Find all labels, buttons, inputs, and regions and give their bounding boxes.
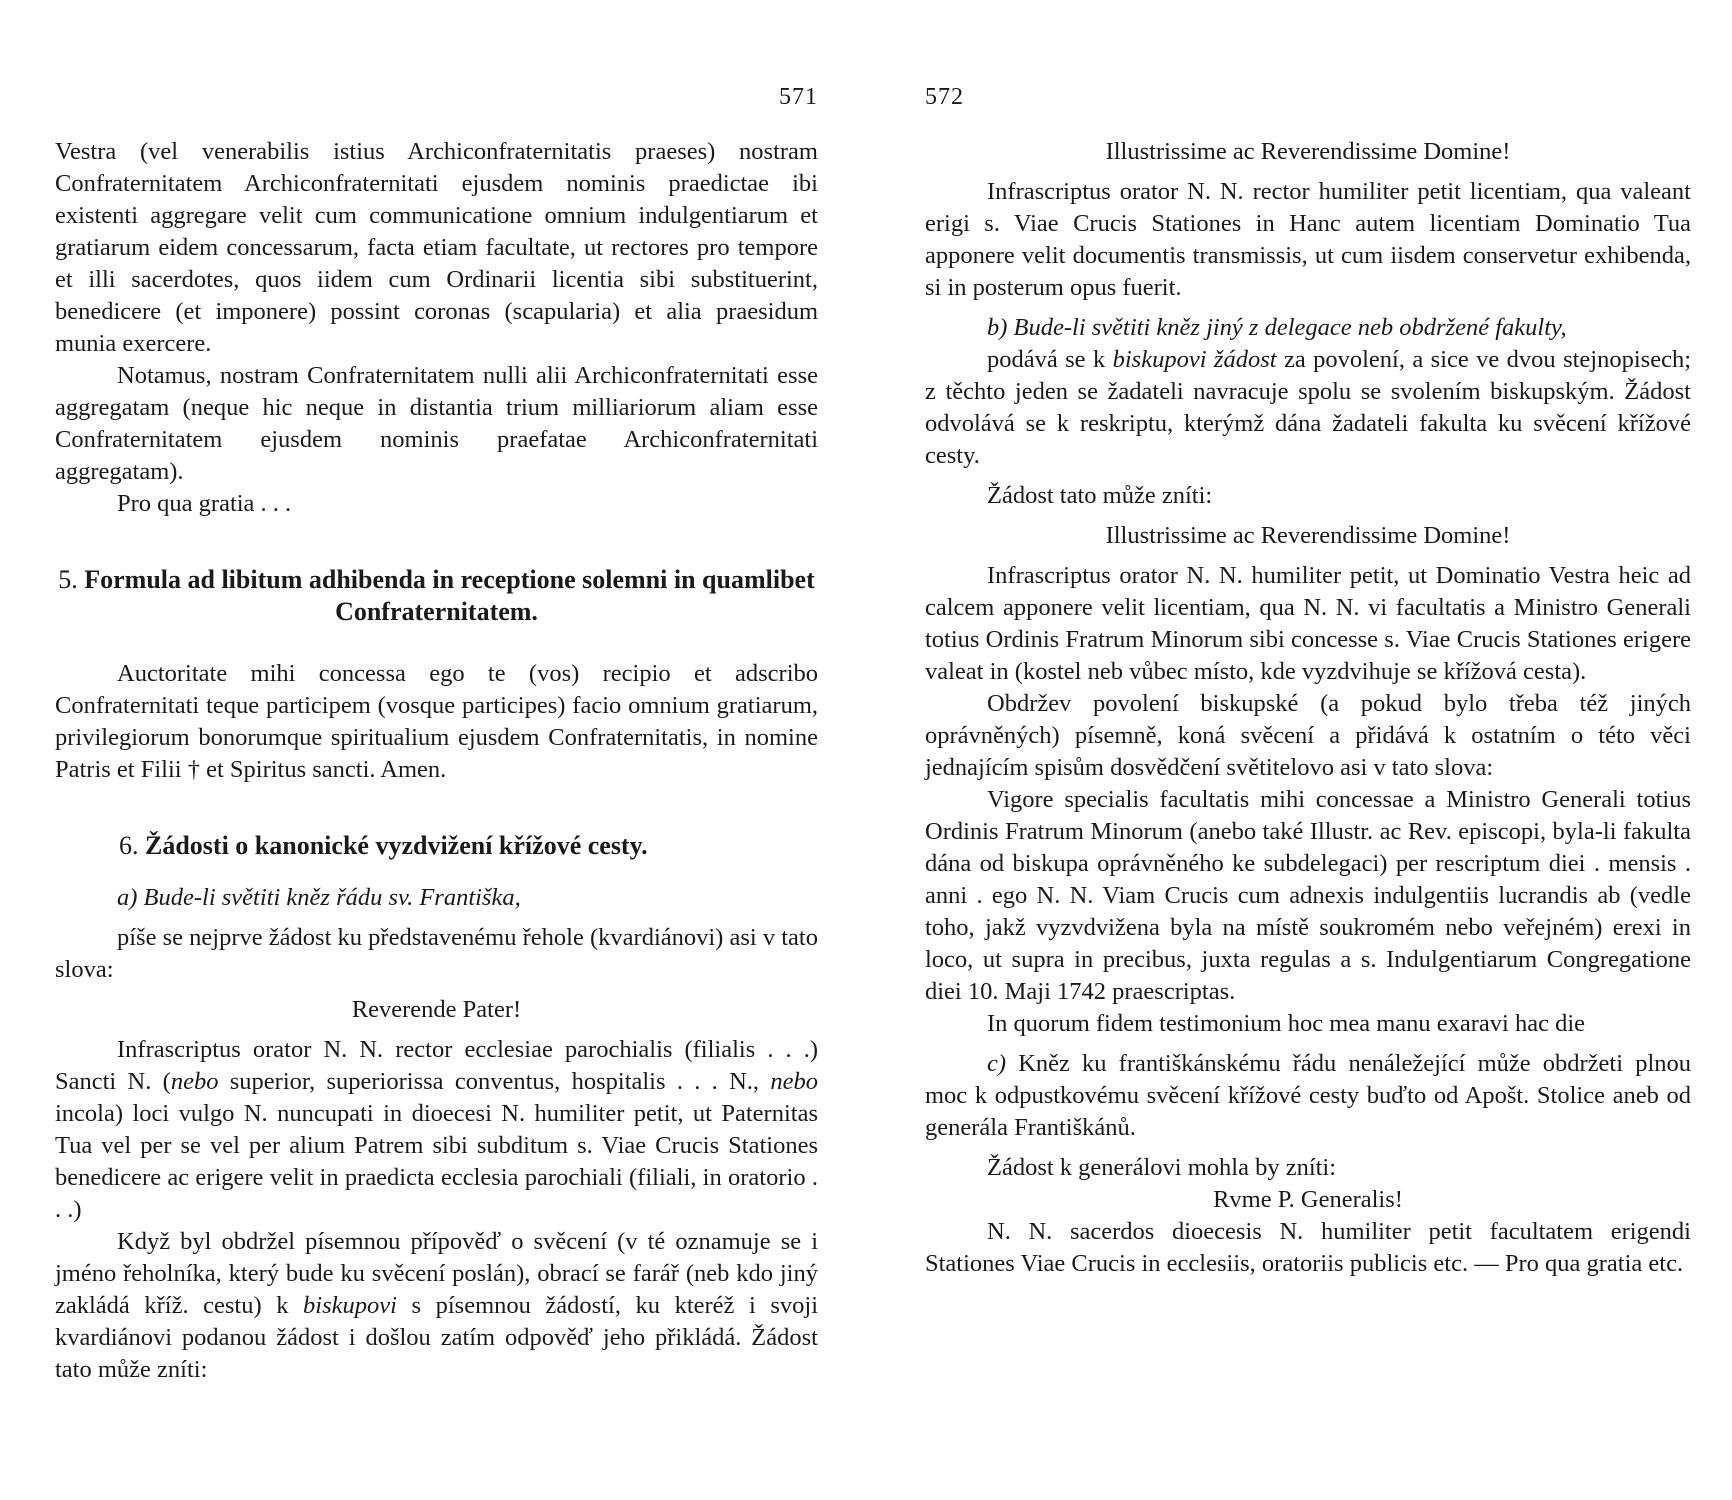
- salutation: Illustrissime ac Reverendissime Domine!: [1105, 522, 1511, 549]
- subheading-text: b) Bude-li světiti kněz jiný z delegace neb obdržené fakulty,: [987, 314, 1567, 341]
- page-number: 572: [925, 84, 964, 110]
- paragraph: Notamus, nostram Confraternitatem nulli alii Archiconfraternitati esse aggregatam (neque hic neque in distantia trium milliariorum aliam esse Confraternitatem ejusdem nominis praefatae Archiconfraternitati aggregatam).: [55, 362, 818, 485]
- left-page-content: [55, 136, 818, 1386]
- text: superior, superiorissa conventus, hospitalis . . . N.,: [218, 1068, 771, 1095]
- paragraph: Auctoritate mihi concessa ego te (vos) recipio et adscribo Confraternitati teque participem (vosque participes) facio omnium gratiarum, privilegiorum bonorumque spiritualium ejusdem Confraternitatis, in nomine Patris et Filii † et Spiritus sancti. Amen.: [55, 660, 818, 783]
- paragraph: [55, 1226, 818, 1386]
- paragraph: Infrascriptus orator N. N. rector humiliter petit licentiam, qua valeant erigi s. Viae Crucis Stationes in Hanc autem licentiam Dominatio Tua apponere velit documentis transmissis, ut cum iisdem conservetur exhibenda, si in posterum opus fuerit.: [925, 178, 1691, 301]
- paragraph: Obdržev povolení biskupské (a pokud bylo třeba též jiných oprávněných) písemně, koná svěcení a přidává k ostatním o této věci jednajícím spisům dosvědčení světitelovo asi v tato slova:: [925, 690, 1691, 781]
- text-emphasis: biskupovi žádost: [1112, 346, 1277, 373]
- text-emphasis: biskupovi: [303, 1292, 397, 1319]
- subheading-text: a) Bude-li světiti kněz řádu sv. Františka,: [117, 884, 521, 911]
- section-title: Formula ad libitum adhibenda in receptione solemni in quamlibet Confraternitatem.: [84, 565, 815, 626]
- text: Když byl obdržel písemnou přípověď o svěcení (v té oznamuje se i jméno řeholníka, který bude ku svěcení poslán), obrací se farář (neb kdo jiný zakládá kříž. cestu) k: [55, 1228, 818, 1319]
- text: za povolení, a sice ve dvou stejnopisech; z těchto jeden se žadateli navracuje spolu se svolením biskupským. Žádost odvolává se k reskriptu, kterýmž dána žadateli fakulta ku svěcení křížové cesty.: [925, 346, 1691, 469]
- right-page: [925, 0, 1691, 1500]
- paragraph: [925, 344, 1691, 472]
- paragraph: Vestra (vel venerabilis istius Archiconfraternitatis praeses) nostram Confraternitatem Archiconfraternitati ejusdem nominis praedictae ibi existenti aggregare velit cum communicatione omnium indulgentiarum et gratiarum eidem concessarum, facta etiam facultate, ut rectores pro tempore et illi sacerdotes, quos iidem cum Ordinarii licentia sibi substituerint, benedicere (et imponere) possint coronas (scapularia) et alia praesidum munia exercere.: [55, 138, 818, 357]
- section-number: 5.: [58, 565, 78, 594]
- paragraph: píše se nejprve žádost ku představenému řehole (kvardiánovi) asi v tato slova:: [55, 924, 818, 983]
- text: podává se k: [987, 346, 1113, 373]
- text: incola) loci vulgo N. nuncupati in dioecesi N. humiliter petit, ut Paternitas Tua vel per se vel per alium Patrem sibi subditum s. Viae Crucis Stationes benedicere ac erigere velit in praedicta ecclesia parochiali (filiali, in oratorio . . .): [55, 1100, 818, 1223]
- paragraph: Vigore specialis facultatis mihi concessae a Ministro Generali totius Ordinis Fratrum Minorum (anebo také Illustr. ac Rev. episcopi, byla-li fakulta dána od biskupa oprávněného ke subdelegaci) per rescriptum diei . mensis . anni . ego N. N. Viam Crucis cum adnexis indulgentiis lucrandis ab (vedle toho, jakž vyzvdvižena byla na místě soukromém nebo veřejném) erexi in loco, ut supra in precibus, juxta regulas a s. Indulgentiarum Congregatione diei 10. Maji 1742 praescriptas.: [925, 786, 1691, 1005]
- subheading: [55, 882, 818, 914]
- text: Infrascriptus orator N. N. rector ecclesiae parochialis (filialis . . .) Sancti N. (: [55, 1036, 818, 1095]
- paragraph: Žádost k generálovi mohla by zníti:: [987, 1154, 1337, 1181]
- paragraph: Infrascriptus orator N. N. humiliter petit, ut Dominatio Vestra heic ad calcem apponere velit licentiam, qua N. N. vi facultatis a Ministro Generali totius Ordinis Fratrum Minorum sibi concesse s. Viae Crucis Stationes erigere valeat in (kostel neb vůbec místo, kde vyzdvihuje se křížová cesta).: [925, 562, 1691, 685]
- paragraph: In quorum fidem testimonium hoc mea manu exaravi hac die: [987, 1010, 1586, 1037]
- text-emphasis: nebo: [170, 1068, 219, 1095]
- salutation: Illustrissime ac Reverendissime Domine!: [1105, 138, 1511, 165]
- section-heading: [55, 564, 818, 628]
- text-emphasis: nebo: [770, 1068, 818, 1095]
- left-page: [55, 0, 818, 1500]
- paragraph: [925, 1048, 1691, 1144]
- subheading: [925, 312, 1691, 344]
- section-heading: [55, 830, 818, 862]
- subheading-text: c): [987, 1050, 1007, 1077]
- salutation: Reverende Pater!: [351, 996, 522, 1023]
- paragraph: Pro qua gratia . . .: [117, 490, 292, 517]
- text: Kněz ku františkánskému řádu nenáležející může obdržeti plnou moc k odpustkovému svěcení křížové cesty buďto od Apošt. Stolice aneb od generála Františkánů.: [925, 1050, 1691, 1141]
- page-number: 571: [779, 84, 818, 110]
- paragraph: Žádost tato může zníti:: [987, 482, 1213, 509]
- text: s písemnou žádostí, ku kteréž i svoji kvardiánovi podanou žádost i došlou zatím odpověď jeho přikládá. Žádost tato může zníti:: [55, 1292, 818, 1383]
- section-number: 6.: [119, 831, 139, 860]
- paragraph: [55, 1034, 818, 1226]
- salutation: Rvme P. Generalis!: [1213, 1186, 1403, 1213]
- paragraph: N. N. sacerdos dioecesis N. humiliter petit facultatem erigendi Stationes Viae Crucis in ecclesiis, oratoriis publicis etc. — Pro qua gratia etc.: [925, 1218, 1691, 1277]
- section-title: Žádosti o kanonické vyzdvižení křížové cesty.: [145, 831, 648, 860]
- right-page-content: [925, 136, 1691, 1280]
